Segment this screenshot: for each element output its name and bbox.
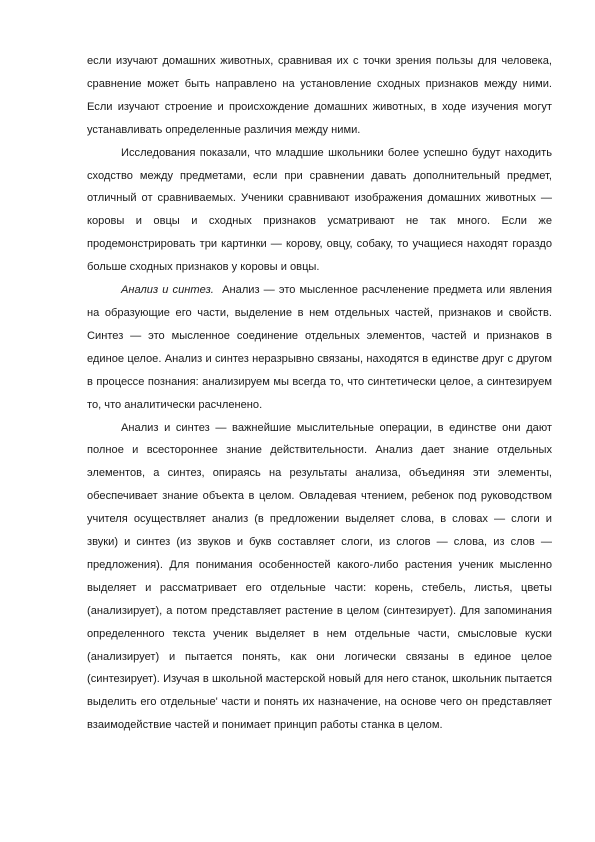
paragraph-1: если изучают домашних животных, сравнивая их с точки зрения пользы для человека, сравнение может быть направлено на установление сходных признаков между ними. Если изучают строение и происхождение домашних животных, в ходе изучения могут устанавливать определенные различия между ними.: [87, 55, 552, 136]
section-heading-analysis-synthesis: Анализ и синтез.: [121, 284, 214, 297]
paragraph-3-text: Анализ — это мысленное расчленение предмета или явления на образующие его части, выделение в нем отдельных частей, признаков и свойств. Синтез — это мысленное соединение отдельных элементов, частей и признаков в единое целое. Анализ и синтез неразрывно связаны, находятся в единстве друг с другом в процессе познания: анализируем мы всегда то, что синтетически целое, а синтезируем то, что аналитически расчленено.: [87, 284, 556, 411]
paragraph-4: Анализ и синтез — важнейшие мыслительные операции, в единстве они дают полное и всестороннее знание действительности. Анализ дает знание отдельных элементов, а синтез, опираясь на результаты анализа, объединяя эти элементы, обеспечивает знание объекта в целом. Овладевая чтением, ребенок под руководством учителя осуществляет анализ (в предложении выделяет слова, в словах — слоги и звуки) и синтез (из звуков и букв составляет слоги, из слогов — слова, из слов — предложения). Для понимания особенностей какого-либо растения ученик мысленно выделяет и рассматривает его отдельные части: корень, стебель, листья, цветы (анализирует), а потом представляет растение в целом (синтезирует). Для запоминания определенного текста ученик выделяет в нем отдельные части, смысловые куски (анализирует) и пытается понять, как они логически связаны в единое целое (синтезирует). Изучая в школьной мастерской новый для него станок, школьник пытается выделить его отдельные' части и понять их назначение, на основе чего он представляет взаимодействие частей и понимает принцип работы станка в целом.: [87, 421, 552, 732]
paragraph-2: Исследования показали, что младшие школьники более успешно будут находить сходство между предметами, если при сравнении давать дополнительный предмет, отличный от сравниваемых. Ученики сравнивают изображения домашних животных — коровы и овцы и сходных признаков усматривают не так много. Если же продемонстрировать три картинки — корову, овцу, собаку, то учащиеся находят гораздо больше сходных признаков у коровы и овцы.: [87, 146, 552, 274]
paragraph-3: [87, 279, 556, 416]
document-body: [87, 50, 556, 737]
